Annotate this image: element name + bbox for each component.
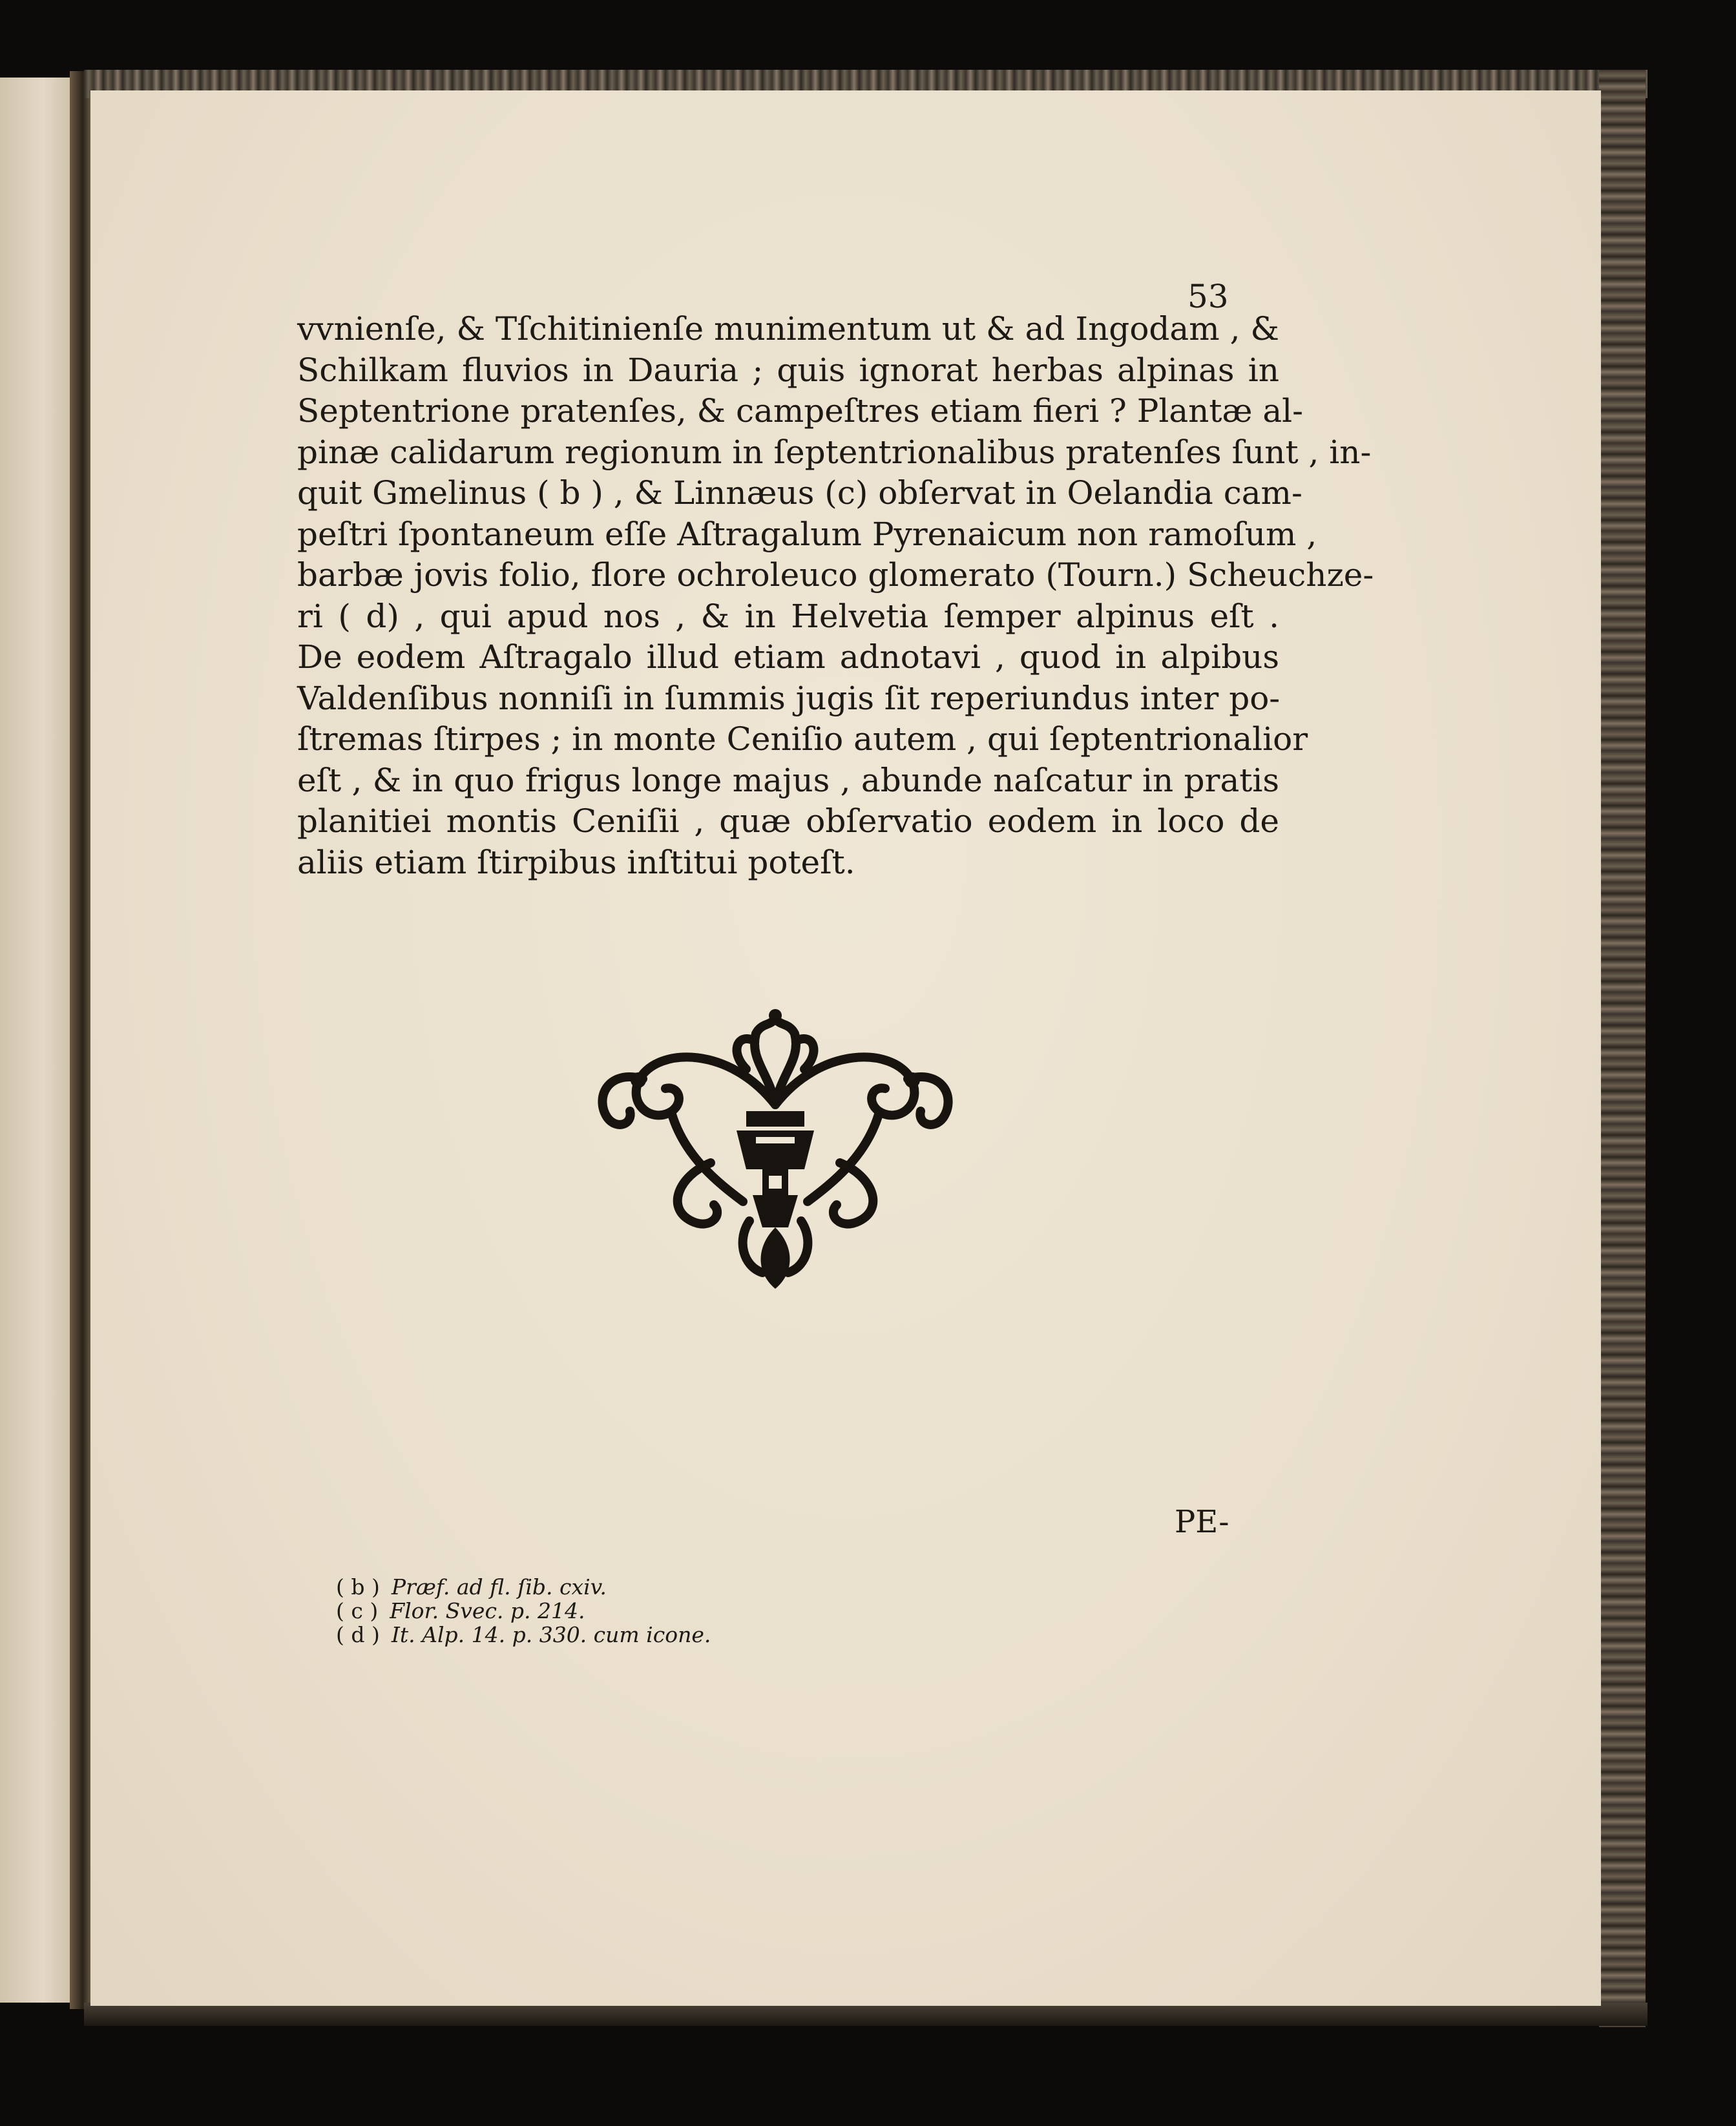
- body-line: peſtri ſpontaneum eſſe Aſtragalum Pyrenaicum non ramoſum ,: [297, 515, 1317, 553]
- footnote: [336, 1599, 711, 1623]
- cover-edge-right: [1599, 70, 1646, 2027]
- catchword: PE-: [1175, 1504, 1229, 1540]
- footnote: [336, 1575, 711, 1599]
- body-line: quit Gmelinus ( b ) , & Linnæus (c) obſervat in Oelandia cam-: [297, 474, 1302, 512]
- body-text: [297, 309, 1374, 883]
- body-line: barbæ jovis folio, flore ochroleuco glomerato (Tourn.) Scheuchze-: [297, 556, 1374, 594]
- page-number: 53: [1187, 278, 1229, 315]
- left-facing-page: [0, 78, 78, 2003]
- body-line: planitiei montis Ceniſii , quæ obſervatio eodem in loco de: [297, 802, 1279, 840]
- body-line: De eodem Aſtragalo illud etiam adnotavi , quod in alpibus: [297, 638, 1279, 676]
- body-line: Schilkam fluvios in Dauria ; quis ignorat herbas alpinas in: [297, 351, 1279, 389]
- floral-ornament-icon: [581, 1008, 969, 1292]
- body-line: vvnienſe, & Tſchitinienſe munimentum ut & ad Ingodam , &: [297, 310, 1279, 348]
- cover-edge-bottom: [84, 2003, 1647, 2026]
- footnote-text: It. Alp. 14. p. 330. cum icone.: [391, 1622, 711, 1647]
- footnote-text: Præf. ad fl. ſib. cxiv.: [391, 1574, 607, 1600]
- footnote-text: Flor. Svec. p. 214.: [390, 1598, 585, 1623]
- footnotes: [336, 1575, 711, 1647]
- body-line: ſtremas ſtirpes ; in monte Ceniſio autem , qui ſeptentrionalior: [297, 720, 1308, 758]
- footnote-mark: ( d ): [336, 1622, 380, 1647]
- body-line: pinæ calidarum regionum in ſeptentrionalibus pratenſes ſunt , in-: [297, 433, 1372, 471]
- body-line: aliis etiam ſtirpibus inſtitui poteſt.: [297, 843, 855, 881]
- body-line: eſt , & in quo frigus longe majus , abunde naſcatur in pratis: [297, 761, 1279, 799]
- body-line: Valdenſibus nonniſi in ſummis jugis ſit reperiundus inter po-: [297, 679, 1281, 717]
- body-line: Septentrione pratenſes, & campeſtres etiam fieri ? Plantæ al-: [297, 392, 1304, 430]
- body-line: ri ( d) , qui apud nos , & in Helvetia ſemper alpinus eſt .: [297, 597, 1279, 635]
- footnote-mark: ( b ): [336, 1574, 380, 1600]
- footnote: [336, 1623, 711, 1647]
- footnote-mark: ( c ): [336, 1598, 379, 1623]
